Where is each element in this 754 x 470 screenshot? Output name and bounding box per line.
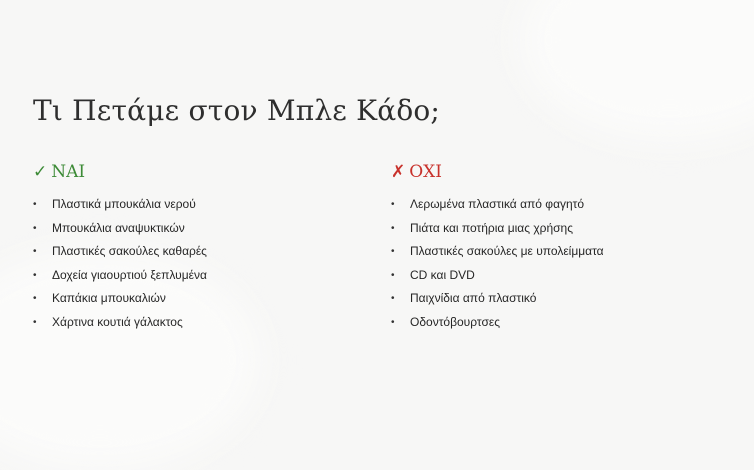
no-heading (391, 160, 731, 184)
bullet-icon: • (391, 269, 395, 281)
list-item-label: Πλαστικές σακούλες καθαρές (52, 244, 207, 258)
no-heading-label: ΟΧΙ (409, 162, 443, 182)
no-column (391, 160, 731, 338)
list-item (33, 315, 373, 339)
list-item-label: Πλαστικές σακούλες με υπολείμματα (410, 244, 604, 258)
bullet-icon: • (33, 316, 37, 328)
list-item (391, 221, 731, 245)
list-item (391, 315, 731, 339)
bullet-icon: • (33, 269, 37, 281)
list-item (391, 268, 731, 292)
list-item-label: Δοχεία γιαουρτιού ξεπλυμένα (52, 267, 207, 282)
bullet-icon: • (391, 316, 395, 328)
list-item-label: Πλαστικά μπουκάλια νερού (52, 197, 196, 211)
list-item-label: Οδοντόβουρτσες (410, 314, 501, 329)
list-item (33, 244, 373, 268)
yes-list (33, 197, 373, 338)
list-item (391, 291, 731, 315)
yes-heading (33, 160, 373, 184)
list-item (33, 291, 373, 315)
bullet-icon: • (391, 199, 395, 210)
yes-column (33, 160, 373, 338)
list-item-label: Καπάκια μπουκαλιών (52, 291, 166, 305)
bullet-icon: • (391, 246, 395, 257)
list-item-label: Πιάτα και ποτήρια μιας χρήσης (410, 220, 573, 235)
list-item (391, 244, 731, 268)
list-item-label: Μπουκάλια αναψυκτικών (52, 220, 185, 235)
list-item-label: Χάρτινα κουτιά γάλακτος (52, 314, 183, 329)
list-item (391, 197, 731, 221)
bullet-icon: • (33, 293, 37, 304)
list-item (33, 268, 373, 292)
bullet-icon: • (391, 293, 395, 304)
bullet-icon: • (33, 199, 37, 210)
yes-heading-label: ΝΑΙ (51, 162, 86, 182)
bullet-icon: • (391, 222, 395, 234)
cross-icon: ✗ (391, 162, 406, 182)
list-item (33, 221, 373, 245)
list-item (33, 197, 373, 221)
bullet-icon: • (33, 222, 37, 234)
no-list (391, 197, 731, 338)
list-item-label: Λερωμένα πλαστικά από φαγητό (410, 197, 585, 211)
slide-title: Τι Πετάμε στον Μπλε Κάδο; (33, 94, 441, 127)
list-item-label: Παιχνίδια από πλαστικό (410, 291, 537, 305)
check-icon: ✓ (33, 162, 48, 182)
bullet-icon: • (33, 246, 37, 257)
list-item-label: CD και DVD (410, 267, 475, 282)
